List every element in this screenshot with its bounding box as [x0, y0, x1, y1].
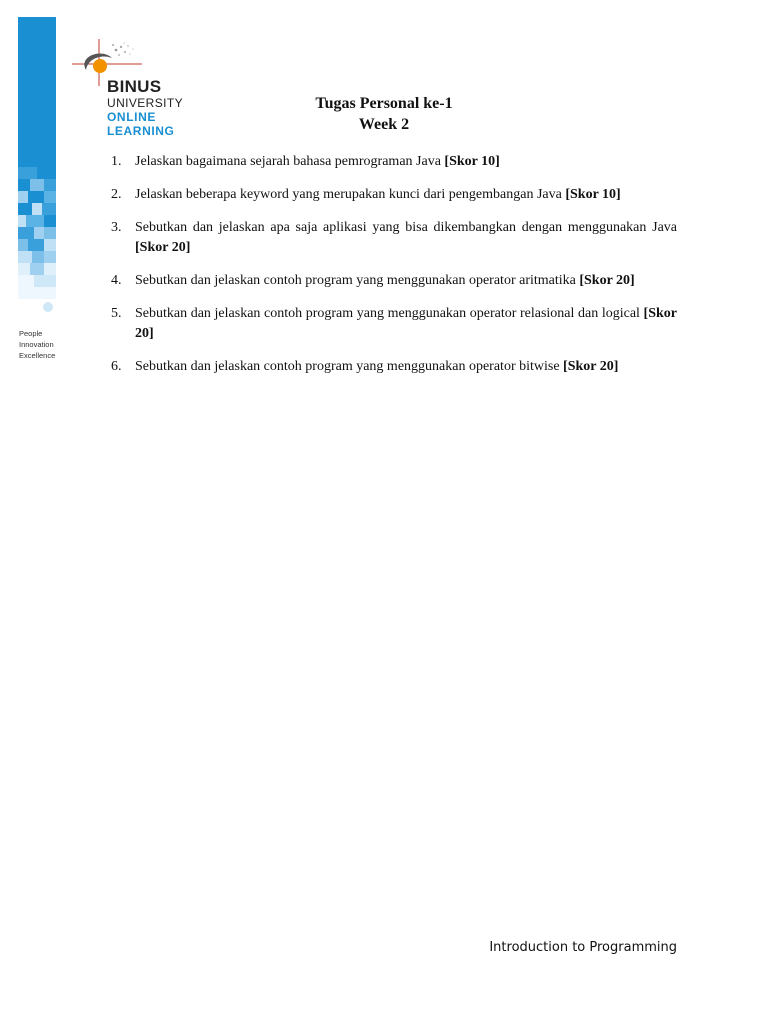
question-text: Sebutkan dan jelaskan apa saja aplikasi yang bisa dikembangkan dengan menggunakan Java: [135, 220, 677, 235]
question-number: 5.: [111, 306, 122, 321]
logo-wordmark: BINUS UNIVERSITY ONLINE LEARNING: [107, 77, 184, 138]
question-number: 2.: [111, 187, 122, 202]
question-number: 3.: [111, 220, 122, 235]
question-text: Sebutkan dan jelaskan contoh program yang menggunakan operator relasional dan logical: [135, 306, 644, 321]
document-subtitle: Week 2: [358, 116, 410, 133]
question-number: 1.: [111, 154, 122, 169]
decorative-side-stripe: [18, 17, 56, 313]
list-item: [111, 218, 677, 258]
question-score: [Skor 20]: [579, 273, 635, 288]
list-item: [111, 152, 677, 172]
question-text: Sebutkan dan jelaskan contoh program yang menggunakan operator bitwise: [135, 359, 564, 374]
question-number: 4.: [111, 273, 122, 288]
list-item: [111, 185, 677, 205]
question-score: [Skor 20]: [135, 306, 677, 341]
course-footer: Introduction to Programming: [489, 940, 677, 955]
question-score: [Skor 20]: [563, 359, 619, 374]
question-score: [Skor 10]: [444, 154, 500, 169]
document-heading: [0, 93, 768, 135]
list-item: [111, 357, 677, 377]
list-item: [111, 304, 677, 344]
document-title: Tugas Personal ke-1: [315, 95, 453, 112]
list-item: [111, 271, 677, 291]
question-list: [111, 152, 677, 390]
question-text: Jelaskan bagaimana sejarah bahasa pemrograman Java: [135, 154, 445, 169]
question-number: 6.: [111, 359, 122, 374]
question-score: [Skor 10]: [565, 187, 621, 202]
question-score: [Skor 20]: [135, 240, 191, 255]
question-text: Jelaskan beberapa keyword yang merupakan kunci dari pengembangan Java: [135, 187, 566, 202]
question-text: Sebutkan dan jelaskan contoh program yang menggunakan operator aritmatika: [135, 273, 580, 288]
university-tagline: People Innovation Excellence: [19, 329, 56, 360]
